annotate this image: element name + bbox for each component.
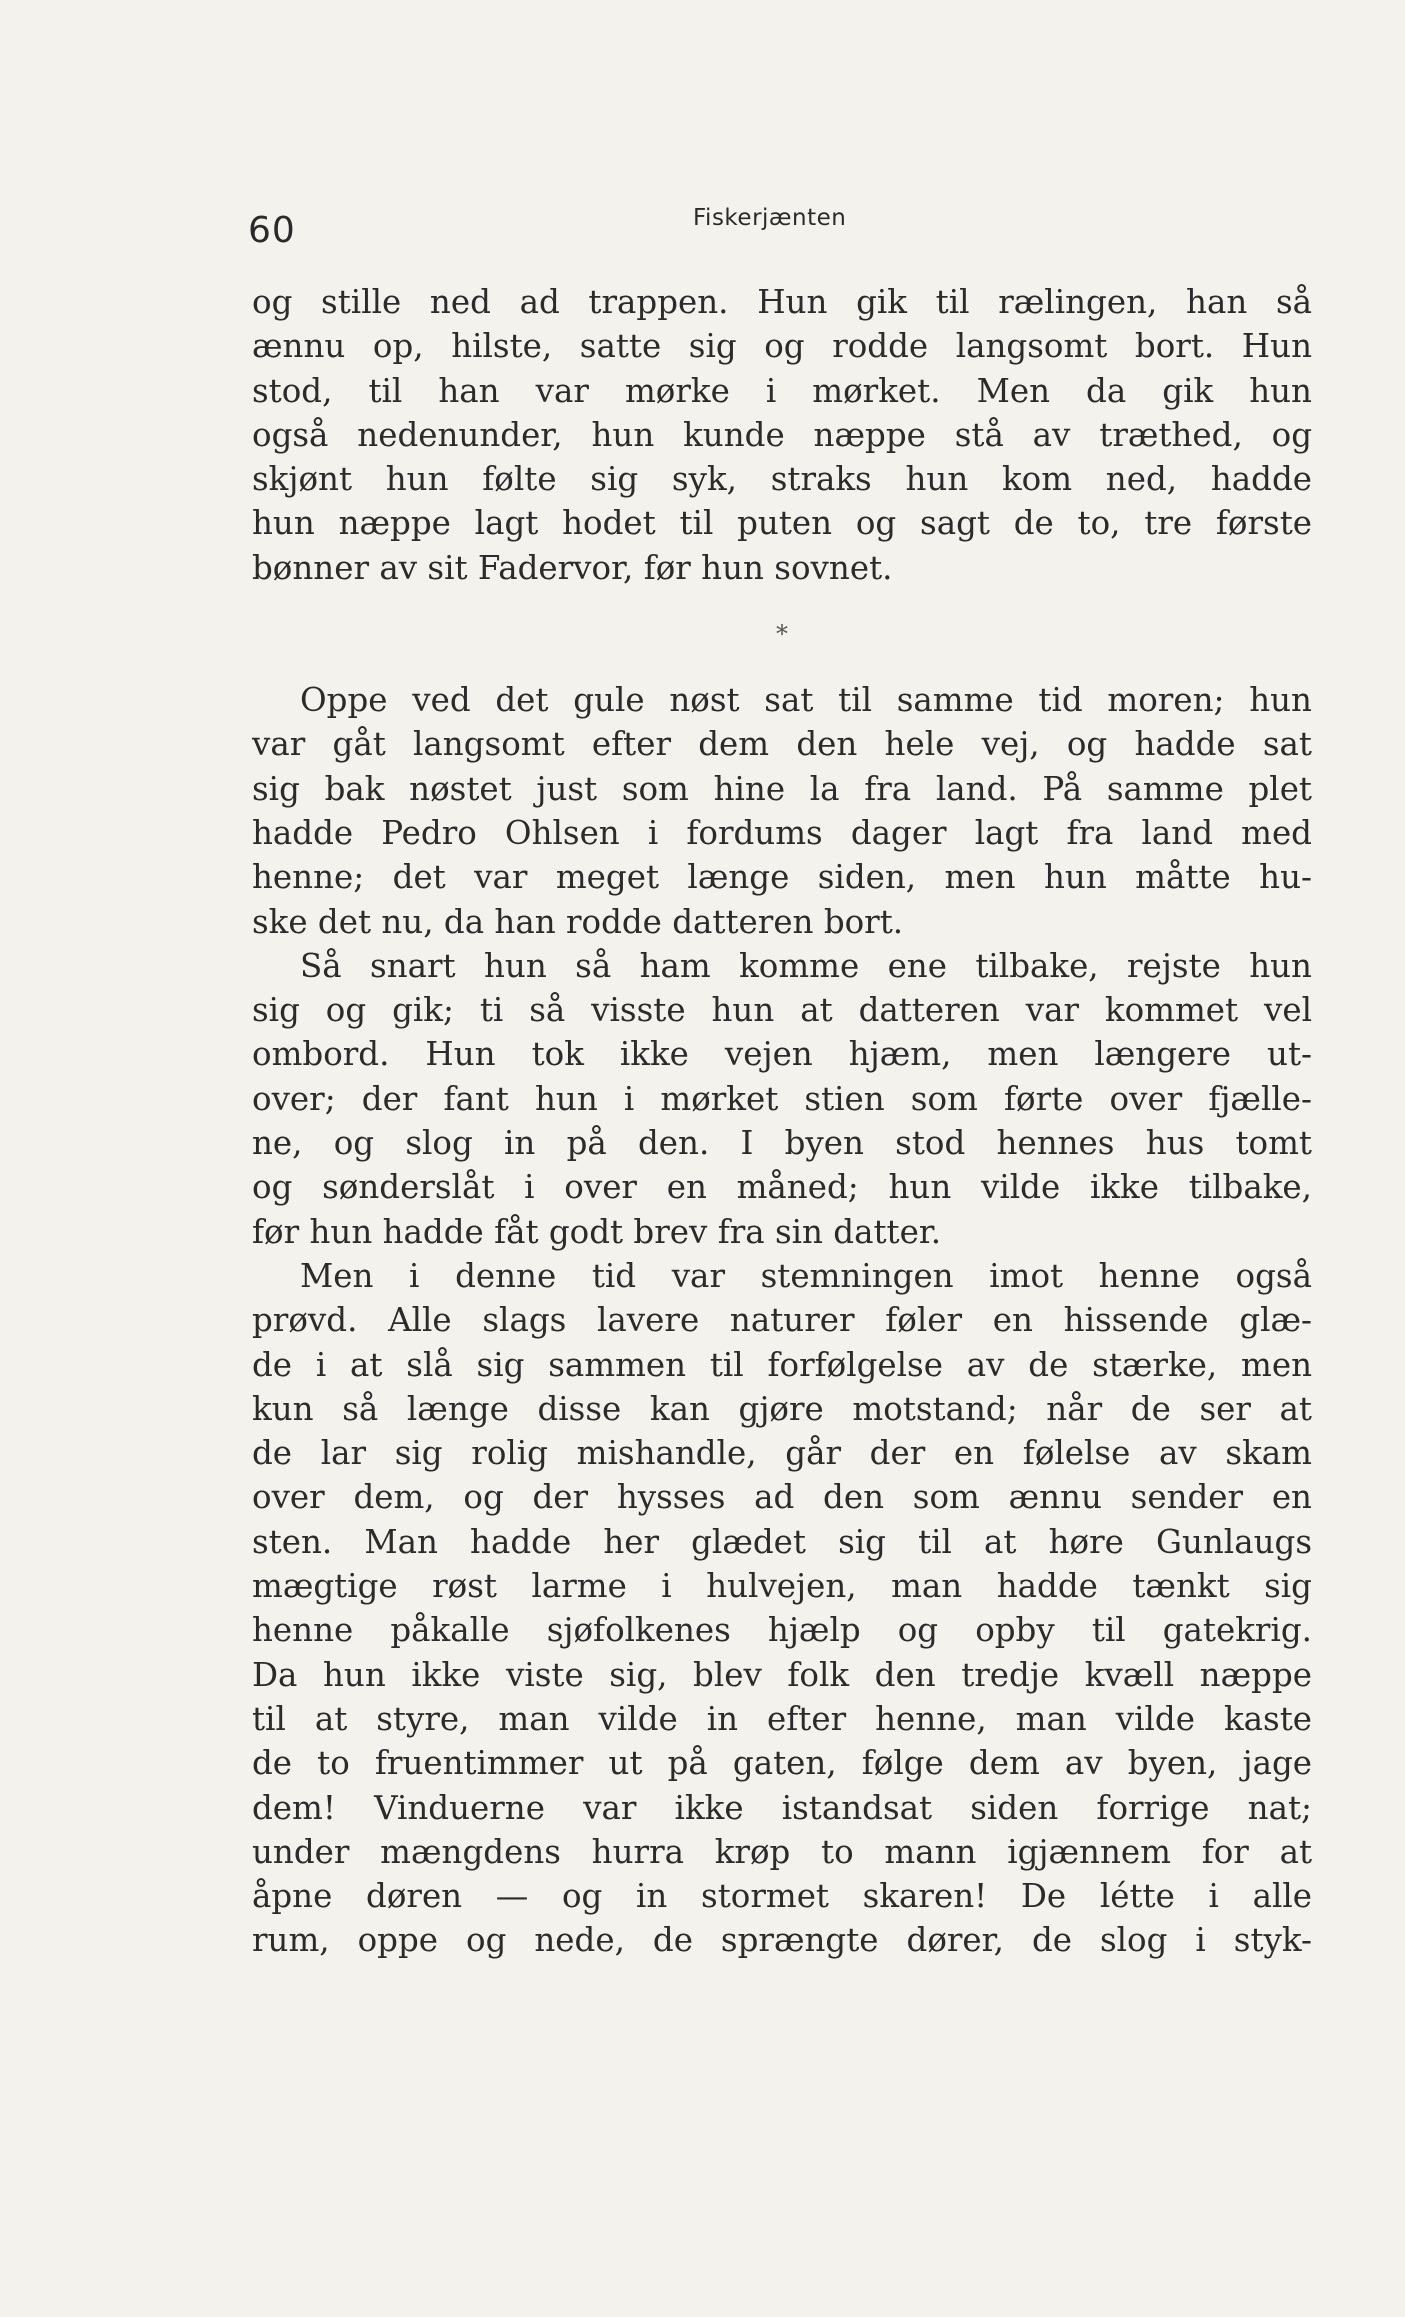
text-line: stod, til han var mørke i mørket. Men da gik hun <box>252 371 1312 410</box>
text-line: også nedenunder, hun kunde næppe stå av træthed, og <box>252 415 1312 454</box>
running-head: Fiskerjænten <box>693 205 847 231</box>
page-header <box>248 205 1308 255</box>
text-line: Da hun ikke viste sig, blev folk den tredje kvæll næppe <box>252 1655 1312 1694</box>
text-line: sig og gik; ti så visste hun at datteren var kommet vel <box>252 991 1312 1030</box>
paragraph-3 <box>252 944 1312 1254</box>
text-line: over dem, og der hysses ad den som ænnu sender en <box>252 1478 1312 1517</box>
text-line: henne; det var meget længe siden, men hun måtte hu- <box>252 858 1312 897</box>
section-separator: * <box>776 620 788 649</box>
text-line: de i at slå sig sammen til forfølgelse av de stærke, men <box>252 1345 1312 1384</box>
body-text <box>252 280 1312 1963</box>
text-line: henne påkalle sjøfolkenes hjælp og opby til gatekrig. <box>252 1611 1312 1650</box>
text-line: hun næppe lagt hodet til puten og sagt de to, tre første <box>252 504 1312 543</box>
text-line: prøvd. Alle slags lavere naturer føler en hissende glæ- <box>252 1301 1312 1340</box>
paragraph-1 <box>252 280 1312 590</box>
text-line: til at styre, man vilde in efter henne, man vilde kaste <box>252 1699 1312 1738</box>
text-line: hadde Pedro Ohlsen i fordums dager lagt fra land med <box>252 813 1312 852</box>
page-number: 60 <box>248 210 296 251</box>
paragraph-4 <box>252 1254 1312 1963</box>
text-line: under mængdens hurra krøp to mann igjænnem for at <box>252 1832 1312 1871</box>
text-line: rum, oppe og nede, de sprængte dører, de slog i styk- <box>252 1921 1312 1960</box>
text-line: ænnu op, hilste, satte sig og rodde langsomt bort. Hun <box>252 327 1312 366</box>
text-line: kun så længe disse kan gjøre motstand; når de ser at <box>252 1389 1312 1428</box>
text-line: dem! Vinduerne var ikke istandsat siden forrige nat; <box>252 1788 1312 1827</box>
text-line: var gåt langsomt efter dem den hele vej, og hadde sat <box>252 725 1312 764</box>
text-line: før hun hadde fåt godt brev fra sin datter. <box>252 1212 942 1251</box>
text-line: skjønt hun følte sig syk, straks hun kom ned, hadde <box>252 460 1312 499</box>
text-line: Så snart hun så ham komme ene tilbake, rejste hun <box>300 946 1312 985</box>
text-line: ombord. Hun tok ikke vejen hjæm, men længere ut- <box>252 1035 1312 1074</box>
text-line: og stille ned ad trappen. Hun gik til rælingen, han så <box>252 283 1312 321</box>
text-line: ne, og slog in på den. I byen stod hennes hus tomt <box>252 1124 1312 1163</box>
text-line: de lar sig rolig mishandle, går der en følelse av skam <box>252 1434 1312 1473</box>
text-line: bønner av sit Fadervor, før hun sovnet. <box>252 548 893 587</box>
text-line: og sønderslåt i over en måned; hun vilde ikke tilbake, <box>252 1168 1312 1207</box>
text-line: ske det nu, da han rodde datteren bort. <box>252 902 904 941</box>
text-line: Men i denne tid var stemningen imot henne også <box>300 1256 1312 1295</box>
paragraph-2 <box>252 678 1312 944</box>
text-line: mægtige røst larme i hulvejen, man hadde tænkt sig <box>252 1567 1312 1606</box>
text-line: de to fruentimmer ut på gaten, følge dem av byen, jage <box>252 1744 1312 1783</box>
text-line: åpne døren — og in stormet skaren! De létte i alle <box>252 1877 1312 1916</box>
text-line: sig bak nøstet just som hine la fra land. På samme plet <box>252 769 1312 808</box>
text-line: Oppe ved det gule nøst sat til samme tid moren; hun <box>300 681 1312 720</box>
text-line: sten. Man hadde her glædet sig til at høre Gunlaugs <box>252 1522 1312 1561</box>
text-line: over; der fant hun i mørket stien som førte over fjælle- <box>252 1079 1312 1118</box>
